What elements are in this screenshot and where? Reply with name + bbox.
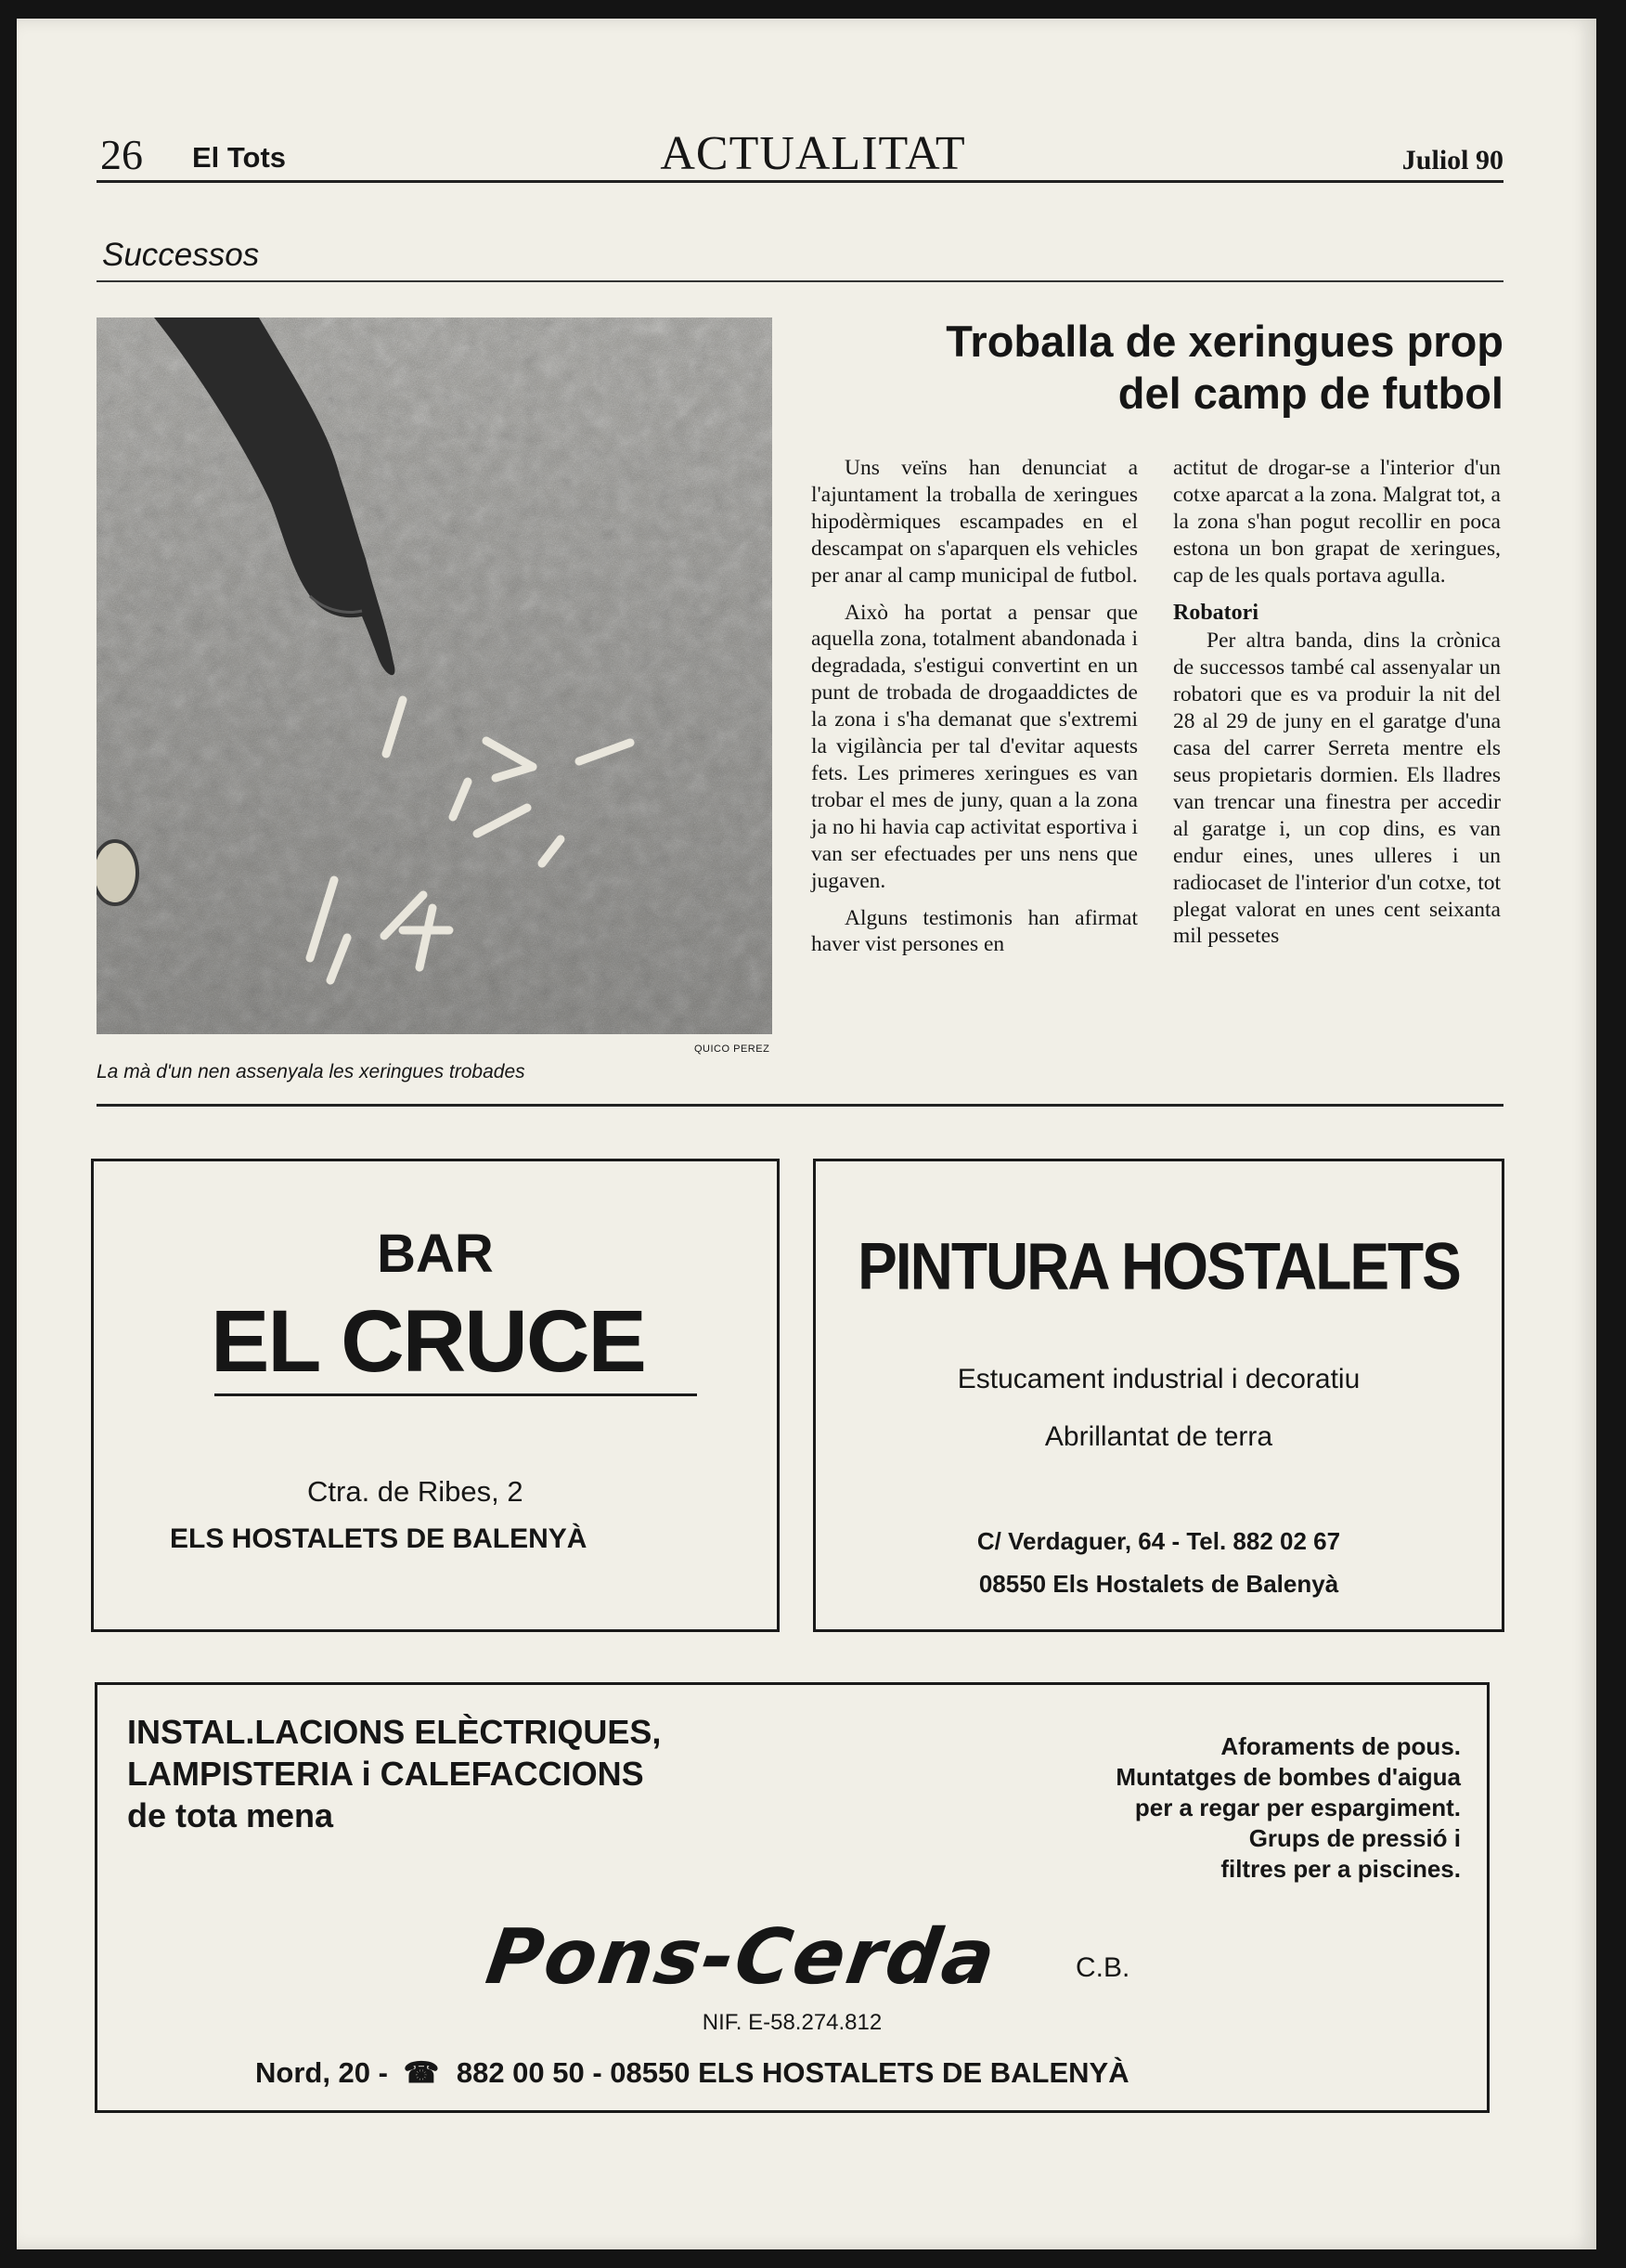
paragraph: Alguns testimonis han afirmat haver vist persones en xyxy=(811,905,1138,957)
article-column-1 xyxy=(811,455,1138,968)
ad-pons-services-left xyxy=(127,1711,661,1836)
photo-caption: La mà d'un nen assenyala les xeringues trobades xyxy=(97,1061,525,1082)
ad-pintura-address: C/ Verdaguer, 64 - Tel. 882 02 67 xyxy=(976,1527,1341,1555)
ad-pons-logo-suffix: C.B. xyxy=(1076,1952,1130,1983)
ad-pons-right-line-3: per a regar per espargiment. xyxy=(1134,1794,1461,1821)
ad-pons-phone-town: 882 00 50 - 08550 ELS HOSTALETS DE BALENYÀ xyxy=(456,2056,1129,2089)
ad-pintura-title: PINTURA HOSTALETS xyxy=(858,1228,1460,1304)
ad-pintura-hostalets xyxy=(813,1159,1504,1632)
ad-bar-underline xyxy=(214,1393,697,1396)
ad-bar-el-cruce xyxy=(91,1159,780,1632)
ad-pons-right-line-5: filtres per a piscines. xyxy=(1220,1855,1461,1883)
paragraph: actitut de drogar-se a l'interior d'un cotxe aparcat a la zona. Malgrat tot, a la zona s'han pogut recollir en poca estona un bon grapat de xeringues, cap de les quals portava agulla. xyxy=(1173,456,1501,588)
ad-pons-street: Nord, 20 - xyxy=(255,2056,388,2089)
page-number: 26 xyxy=(100,131,143,178)
ad-pons-logo: Pons-Cerda xyxy=(481,1913,1002,2002)
article-column-2 xyxy=(1173,455,1501,960)
ad-pintura-town: 08550 Els Hostalets de Balenyà xyxy=(978,1570,1339,1598)
ad-pons-services-right xyxy=(1116,1731,1461,1885)
ad-bar-label: BAR xyxy=(377,1224,494,1284)
ad-pons-nif: NIF. E-58.274.812 xyxy=(702,2010,883,2035)
news-photo xyxy=(97,318,772,1034)
ad-pons-right-line-4: Grups de pressió i xyxy=(1248,1824,1461,1852)
ad-pons-cerda xyxy=(95,1682,1490,2113)
paragraph: Per altra banda, dins la crònica de successos també cal assenyalar un robatori que es va produir la nit del 28 al 29 de juny en el garatge d'una casa del carrer Serreta mentre els seus propietaris dormien. Els lladres van trencar una finestra per accedir al garatge i, un cop dins, es van endur eines, unes ulleres i un radiocaset de l'interior d'un cotxe, tot plegat valorat en unes cent seixanta mil pessetes xyxy=(1173,629,1501,949)
photo-ground-and-hand xyxy=(97,318,772,1034)
ad-bar-address: Ctra. de Ribes, 2 xyxy=(307,1475,523,1508)
magazine-name: El Tots xyxy=(192,141,287,174)
header-rule xyxy=(97,180,1503,183)
ad-pons-left-line-2: LAMPISTERIA i CALEFACCIONS xyxy=(127,1755,644,1793)
ad-pons-right-line-2: Muntatges de bombes d'aigua xyxy=(1116,1763,1461,1791)
ad-bar-town: ELS HOSTALETS DE BALENYÀ xyxy=(170,1523,587,1554)
issue-date: Juliol 90 xyxy=(1401,145,1503,175)
ad-bar-name: EL CRUCE xyxy=(211,1292,645,1391)
subheading: Robatori xyxy=(1173,600,1258,625)
ad-pintura-line-1: Estucament industrial i decoratiu xyxy=(957,1364,1361,1394)
ad-pons-left-line-3: de tota mena xyxy=(127,1796,334,1834)
paragraph: Uns veïns han denunciat a l'ajuntament la troballa de xeringues hipodèrmiques escampades en el descampat on s'aparquen els vehicles per anar al camp municipal de futbol. xyxy=(811,456,1138,588)
category-rule xyxy=(97,280,1503,282)
photo-credit: QUICO PEREZ xyxy=(694,1043,770,1055)
article-rule xyxy=(97,1104,1503,1107)
paragraph: Això ha portat a pensar que aquella zona, totalment abandonada i degradada, s'estigui convertint en un punt de trobada de drogaaddictes de la zona i s'ha demanat que s'extremi la vigilància per tal d'evitar aquests fets. Les primeres xeringues es van trobar el mes de juny, quan a la zona ja no hi havia cap activitat esportiva i van ser efectuades per uns nens que jugaven. xyxy=(811,600,1138,893)
category-label: Successos xyxy=(102,237,260,273)
section-title: ACTUALITAT xyxy=(660,127,966,180)
article-headline xyxy=(789,316,1503,420)
ad-pons-footer xyxy=(255,2056,1129,2090)
ad-pons-right-line-1: Aforaments de pous. xyxy=(1220,1732,1461,1760)
phone-icon: ☎ xyxy=(403,2056,440,2089)
ad-pons-left-line-1: INSTAL.LACIONS ELÈCTRIQUES, xyxy=(127,1713,662,1751)
headline-line-2: del camp de futbol xyxy=(1117,369,1503,418)
headline-line-1: Troballa de xeringues prop xyxy=(946,317,1503,366)
ad-pintura-line-2: Abrillantat de terra xyxy=(1044,1421,1273,1452)
